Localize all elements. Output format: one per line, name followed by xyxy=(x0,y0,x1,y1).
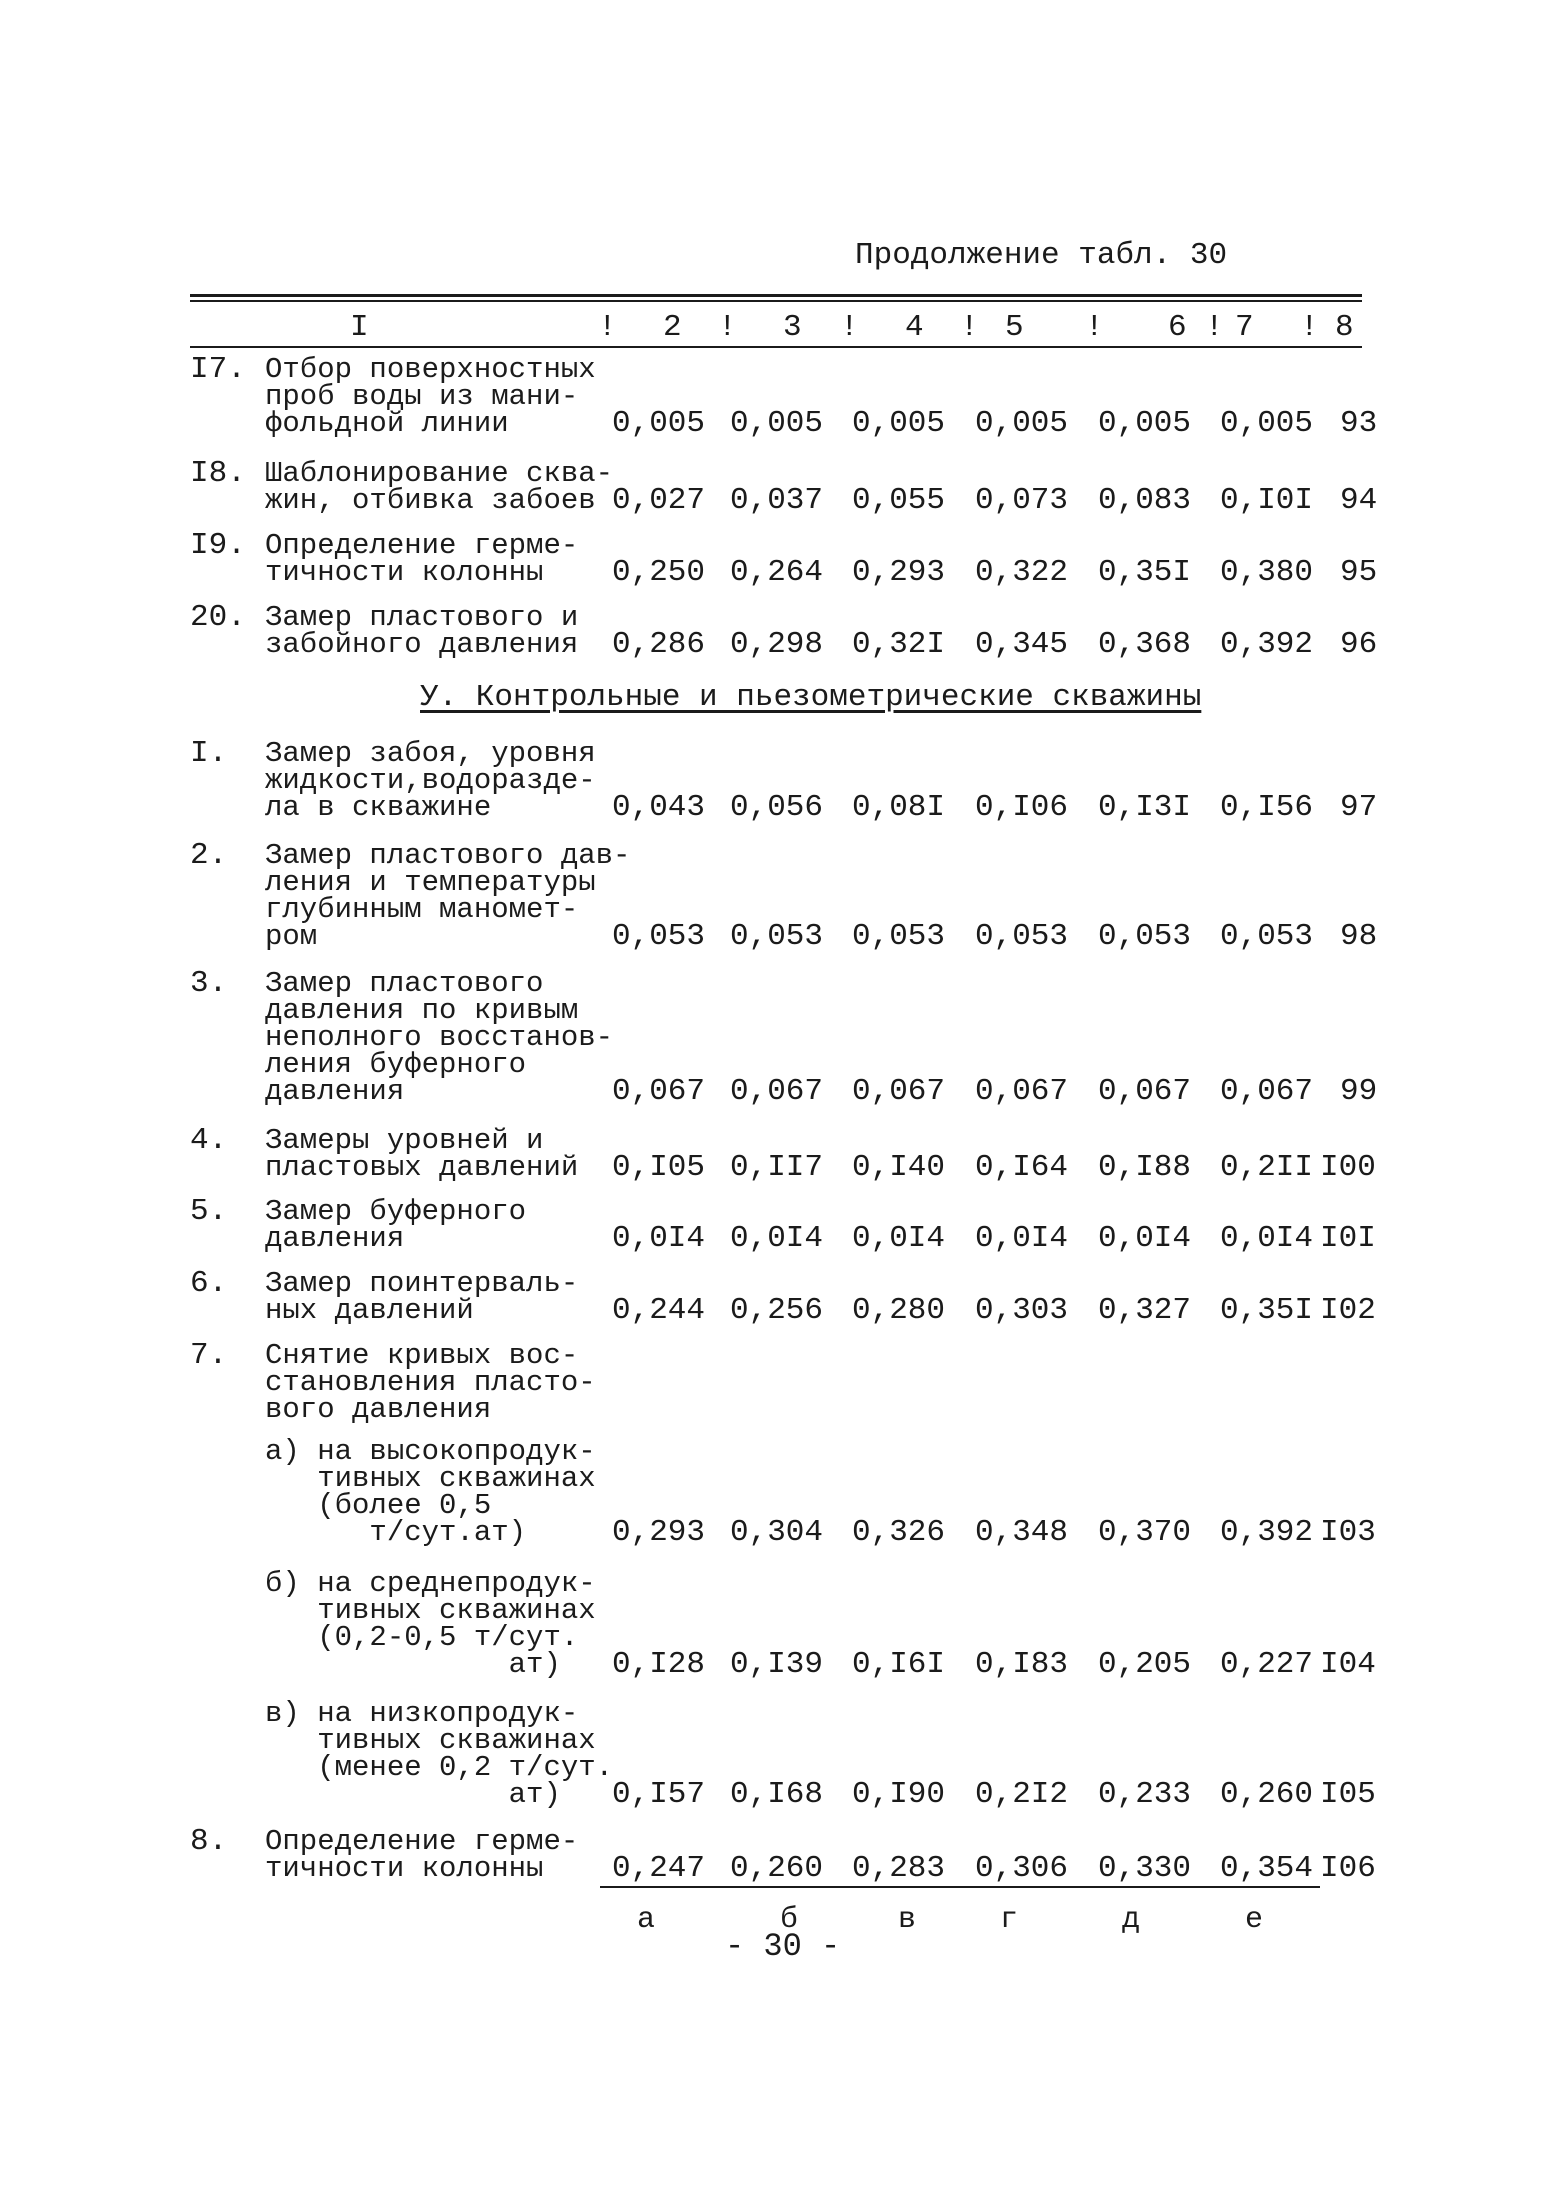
table-cell: 0,354 xyxy=(1220,1851,1314,1886)
table-cell: 0,067 xyxy=(852,1074,946,1109)
row-label-line: ления и температуры xyxy=(265,866,596,899)
row-label-line: давления по кривым xyxy=(265,994,579,1027)
table-cell: 0,283 xyxy=(852,1851,946,1886)
table-cell: 0,I05 xyxy=(612,1150,706,1185)
table-cell: 0,I64 xyxy=(975,1150,1069,1185)
table-cell: 0,370 xyxy=(1098,1515,1192,1550)
row-ref: I06 xyxy=(1320,1851,1376,1886)
table-cell: 0,08I xyxy=(852,790,946,825)
table-cell: 0,0I4 xyxy=(852,1221,946,1256)
table-cell: 0,0I4 xyxy=(975,1221,1069,1256)
row-number: I9. xyxy=(190,528,246,563)
table-cell: 0,264 xyxy=(730,555,824,590)
table-cell: 0,067 xyxy=(975,1074,1069,1109)
row-number: I7. xyxy=(190,352,246,387)
table-cell: 0,330 xyxy=(1098,1851,1192,1886)
row-label-line: ления буферного xyxy=(265,1048,527,1081)
row-label-line: вого давления xyxy=(265,1393,492,1426)
row-label-line: ных давлений xyxy=(265,1294,474,1327)
col-sep: ! xyxy=(960,310,979,345)
table-cell: 0,053 xyxy=(852,919,946,954)
row-label-line: неполного восстанов- xyxy=(265,1021,614,1054)
table-cell: 0,067 xyxy=(1220,1074,1314,1109)
table-cell: 0,I68 xyxy=(730,1777,824,1812)
row-label-line: (более 0,5 xyxy=(265,1489,492,1522)
table-cell: 0,345 xyxy=(975,627,1069,662)
table-cell: 0,2I2 xyxy=(975,1777,1069,1812)
row-ref: I04 xyxy=(1320,1647,1376,1682)
table-cell: 0,I0I xyxy=(1220,483,1314,518)
row-ref: I02 xyxy=(1320,1293,1376,1328)
table-cell: 0,053 xyxy=(1098,919,1192,954)
table-cell: 0,304 xyxy=(730,1515,824,1550)
row-ref: 94 xyxy=(1340,483,1378,518)
table-cell: 0,244 xyxy=(612,1293,706,1328)
table-cell: 0,I6I xyxy=(852,1647,946,1682)
table-cell: 0,322 xyxy=(975,555,1069,590)
row-label-line: пластовых давлений xyxy=(265,1151,579,1184)
table-cell: 0,I28 xyxy=(612,1647,706,1682)
table-cell: 0,293 xyxy=(852,555,946,590)
column-letter-v: в xyxy=(898,1903,917,1937)
table-cell: 0,260 xyxy=(1220,1777,1314,1812)
row-label-line: тивных скважинах xyxy=(265,1724,596,1757)
column-letter-a: а xyxy=(637,1903,656,1937)
table-cell: 0,083 xyxy=(1098,483,1192,518)
table-cell: 0,0I4 xyxy=(730,1221,824,1256)
row-ref: 96 xyxy=(1340,627,1378,662)
row-ref: I00 xyxy=(1320,1150,1376,1185)
row-label-line: Отбор поверхностных xyxy=(265,353,596,386)
row-label-line: Снятие кривых вос- xyxy=(265,1339,579,1372)
row-label-line: тичности колонны xyxy=(265,1852,544,1885)
table-cell: 0,I06 xyxy=(975,790,1069,825)
col-sep: ! xyxy=(840,310,859,345)
bottom-rule xyxy=(600,1886,1320,1888)
row-label-line: ром xyxy=(265,920,318,953)
table-cell: 0,35I xyxy=(1220,1293,1314,1328)
table-cell: 0,056 xyxy=(730,790,824,825)
row-label-line: жидкости,водоразде- xyxy=(265,764,596,797)
row-label-line: Замер поинтерваль- xyxy=(265,1267,579,1300)
row-label-line: Замер забоя, уровня xyxy=(265,737,596,770)
row-number: I8. xyxy=(190,456,246,491)
row-number: 20. xyxy=(190,600,246,635)
table-cell: 0,005 xyxy=(852,406,946,441)
header-rule-top-2 xyxy=(190,300,1362,302)
table-cell: 0,005 xyxy=(730,406,824,441)
row-label-line: тивных скважинах xyxy=(265,1594,596,1627)
row-number: 6. xyxy=(190,1266,228,1301)
row-number: 4. xyxy=(190,1123,228,1158)
table-cell: 0,043 xyxy=(612,790,706,825)
column-letter-g: г xyxy=(1000,1903,1019,1937)
row-label-line: Определение герме- xyxy=(265,529,579,562)
table-cell: 0,055 xyxy=(852,483,946,518)
table-cell: 0,293 xyxy=(612,1515,706,1550)
table-cell: 0,0I4 xyxy=(1098,1221,1192,1256)
table-cell: 0,227 xyxy=(1220,1647,1314,1682)
row-label-line: ат) xyxy=(265,1778,561,1811)
row-label-line: фольдной линии xyxy=(265,407,509,440)
row-number: 5. xyxy=(190,1194,228,1229)
col-head-5: 5 xyxy=(1005,310,1024,345)
row-label-line: Замер пластового дав- xyxy=(265,839,631,872)
page-number: - 30 - xyxy=(725,1928,841,1965)
row-label-line: (менее 0,2 т/сут. xyxy=(265,1751,614,1784)
table-cell: 0,233 xyxy=(1098,1777,1192,1812)
col-sep: ! xyxy=(1205,310,1224,345)
row-label-line: тивных скважинах xyxy=(265,1462,596,1495)
col-head-1: I xyxy=(350,310,369,345)
table-cell: 0,380 xyxy=(1220,555,1314,590)
row-label-line: Замер буферного xyxy=(265,1195,527,1228)
row-label-line: Шаблонирование сква- xyxy=(265,457,614,490)
row-label-line: б) на среднепродук- xyxy=(265,1567,596,1600)
table-cell: 0,392 xyxy=(1220,1515,1314,1550)
table-cell: 0,205 xyxy=(1098,1647,1192,1682)
row-number: 8. xyxy=(190,1824,228,1859)
table-cell: 0,327 xyxy=(1098,1293,1192,1328)
row-ref: 93 xyxy=(1340,406,1378,441)
table-cell: 0,I88 xyxy=(1098,1150,1192,1185)
col-sep: ! xyxy=(598,310,617,345)
column-letter-b: б xyxy=(780,1903,799,1937)
row-number: I. xyxy=(190,736,228,771)
table-cell: 0,2II xyxy=(1220,1150,1314,1185)
row-label-line: ла в скважине xyxy=(265,791,492,824)
header-rule-top xyxy=(190,294,1362,297)
table-caption: Продолжение табл. 30 xyxy=(855,238,1228,273)
table-cell: 0,I57 xyxy=(612,1777,706,1812)
row-number: 3. xyxy=(190,966,228,1001)
row-number: 7. xyxy=(190,1338,228,1373)
row-label-line: давления xyxy=(265,1075,405,1108)
row-label-line: (0,2-0,5 т/сут. xyxy=(265,1621,579,1654)
row-ref: I0I xyxy=(1320,1221,1376,1256)
col-sep: ! xyxy=(718,310,737,345)
row-label-line: т/сут.ат) xyxy=(265,1516,527,1549)
row-ref: I05 xyxy=(1320,1777,1376,1812)
row-label-line: Определение герме- xyxy=(265,1825,579,1858)
table-cell: 0,I40 xyxy=(852,1150,946,1185)
table-cell: 0,260 xyxy=(730,1851,824,1886)
row-ref: 99 xyxy=(1340,1074,1378,1109)
row-number: 2. xyxy=(190,838,228,873)
col-head-3: 3 xyxy=(783,310,802,345)
table-cell: 0,I39 xyxy=(730,1647,824,1682)
row-label-line: Замеры уровней и xyxy=(265,1124,544,1157)
table-cell: 0,053 xyxy=(612,919,706,954)
row-label-line: тичности колонны xyxy=(265,556,544,589)
row-label-line: жин, отбивка забоев xyxy=(265,484,596,517)
row-label-line: давления xyxy=(265,1222,405,1255)
table-cell: 0,005 xyxy=(1098,406,1192,441)
table-cell: 0,368 xyxy=(1098,627,1192,662)
col-head-8: 8 xyxy=(1335,310,1354,345)
row-ref: I03 xyxy=(1320,1515,1376,1550)
row-label-line: глубинным маномет- xyxy=(265,893,579,926)
table-cell: 0,067 xyxy=(612,1074,706,1109)
table-cell: 0,32I xyxy=(852,627,946,662)
table-cell: 0,326 xyxy=(852,1515,946,1550)
row-label-line: в) на низкопродук- xyxy=(265,1697,579,1730)
table-cell: 0,I83 xyxy=(975,1647,1069,1682)
row-label-line: а) на высокопродук- xyxy=(265,1435,596,1468)
table-cell: 0,067 xyxy=(1098,1074,1192,1109)
section-title: У. Контрольные и пьезометрические скважины xyxy=(420,680,1202,715)
row-label-line: Замер пластового и xyxy=(265,601,579,634)
table-cell: 0,II7 xyxy=(730,1150,824,1185)
table-cell: 0,250 xyxy=(612,555,706,590)
row-label-line: проб воды из мани- xyxy=(265,380,579,413)
table-cell: 0,027 xyxy=(612,483,706,518)
table-cell: 0,I56 xyxy=(1220,790,1314,825)
column-letter-e: е xyxy=(1245,1903,1264,1937)
table-cell: 0,306 xyxy=(975,1851,1069,1886)
table-cell: 0,247 xyxy=(612,1851,706,1886)
col-head-6: 6 xyxy=(1168,310,1187,345)
table-cell: 0,280 xyxy=(852,1293,946,1328)
table-cell: 0,348 xyxy=(975,1515,1069,1550)
table-cell: 0,I3I xyxy=(1098,790,1192,825)
table-cell: 0,0I4 xyxy=(612,1221,706,1256)
col-head-7: 7 xyxy=(1235,310,1254,345)
table-cell: 0,053 xyxy=(975,919,1069,954)
row-ref: 98 xyxy=(1340,919,1378,954)
col-head-2: 2 xyxy=(663,310,682,345)
table-cell: 0,303 xyxy=(975,1293,1069,1328)
table-cell: 0,005 xyxy=(612,406,706,441)
col-sep: ! xyxy=(1085,310,1104,345)
table-cell: 0,256 xyxy=(730,1293,824,1328)
row-label-line: ат) xyxy=(265,1648,561,1681)
col-sep: ! xyxy=(1300,310,1319,345)
table-cell: 0,073 xyxy=(975,483,1069,518)
table-cell: 0,35I xyxy=(1098,555,1192,590)
header-rule-bottom xyxy=(190,346,1362,348)
table-cell: 0,392 xyxy=(1220,627,1314,662)
table-cell: 0,298 xyxy=(730,627,824,662)
table-cell: 0,005 xyxy=(1220,406,1314,441)
row-label-line: становления пласто- xyxy=(265,1366,596,1399)
row-ref: 95 xyxy=(1340,555,1378,590)
table-cell: 0,037 xyxy=(730,483,824,518)
row-label-line: забойного давления xyxy=(265,628,579,661)
column-letter-d: д xyxy=(1122,1903,1141,1937)
row-ref: 97 xyxy=(1340,790,1378,825)
table-cell: 0,005 xyxy=(975,406,1069,441)
row-label-line: Замер пластового xyxy=(265,967,544,1000)
table-cell: 0,053 xyxy=(730,919,824,954)
table-cell: 0,0I4 xyxy=(1220,1221,1314,1256)
table-cell: 0,I90 xyxy=(852,1777,946,1812)
table-cell: 0,067 xyxy=(730,1074,824,1109)
table-cell: 0,053 xyxy=(1220,919,1314,954)
table-cell: 0,286 xyxy=(612,627,706,662)
col-head-4: 4 xyxy=(905,310,924,345)
